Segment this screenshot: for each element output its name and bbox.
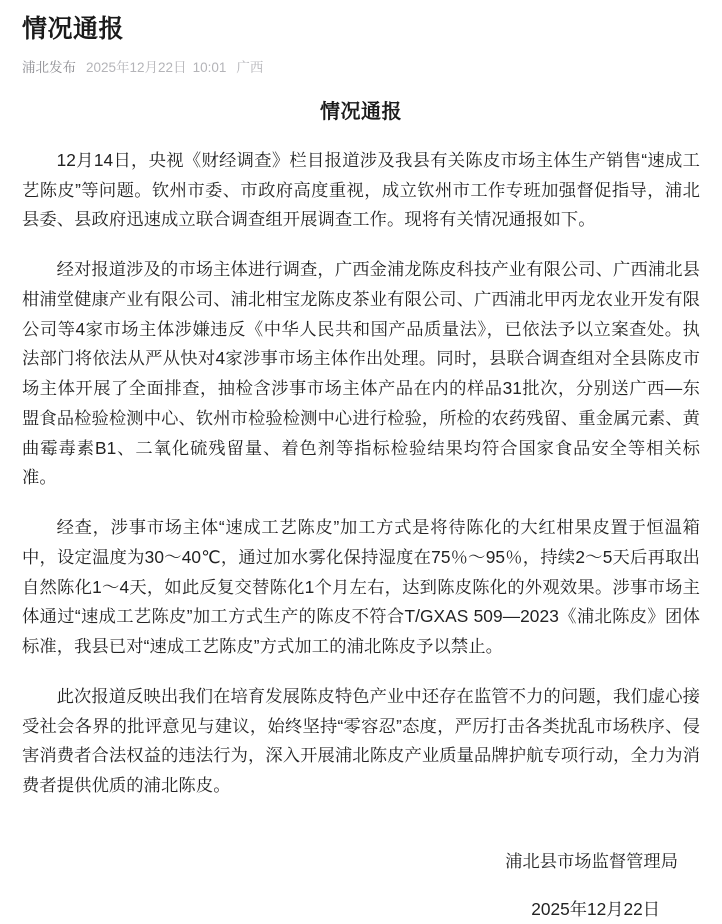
article-meta xyxy=(22,59,700,77)
signature-organization: 浦北县市场监督管理局 xyxy=(505,850,678,871)
meta-date: 2025年12月22日 xyxy=(86,60,187,76)
article-paragraph: 经查，涉事市场主体“速成工艺陈皮”加工方式是将待陈化的大红柑果皮置于恒温箱中，设定温度为30～40℃，通过加水雾化保持湿度在75％～95％，持续2～5天后再取出自然陈化1～4天，如此反复交替陈化1个月左右，达到陈皮陈化的外观效果。涉事市场主体通过“速成工艺陈皮”加工方式生产的陈皮不符合T/GXAS 509—2023《浦北陈皮》团体标准，我县已对“速成工艺陈皮”方式加工的浦北陈皮予以禁止。 xyxy=(22,517,700,657)
article-body xyxy=(22,146,700,801)
page-title: 情况通报 xyxy=(22,15,125,43)
page-header xyxy=(0,0,722,77)
article-content xyxy=(0,77,722,924)
article-paragraph: 此次报道反映出我们在培育发展陈皮特色产业中还存在监管不力的问题，我们虚心接受社会各界的批评意见与建议，始终坚持“零容忍”态度，严厉打击各类扰乱市场秩序、侵害消费者合法权益的违法行为，深入开展浦北陈皮产业质量品牌护航专项行动，全力为消费者提供优质的浦北陈皮。 xyxy=(22,685,700,796)
signature-date: 2025年12月22日 xyxy=(531,898,660,919)
signature-block xyxy=(22,847,700,924)
article-heading: 情况通报 xyxy=(320,100,402,123)
article-paragraph: 经对报道涉及的市场主体进行调查，广西金浦龙陈皮科技产业有限公司、广西浦北县柑浦堂健康产业有限公司、浦北柑宝龙陈皮茶业有限公司、广西浦北甲丙龙农业开发有限公司等4家市场主体涉嫌违反《中华人民共和国产品质量法》，已依法予以立案查处。执法部门将依法从严从快对4家涉事市场主体作出处理。同时，县联合调查组对全县陈皮市场主体开展了全面排查，抽检含涉事市场主体产品在内的样品31批次，分别送广西—东盟食品检验检测中心、钦州市检验检测中心进行检验，所检的农药残留、重金属元素、黄曲霉毒素B1、二氧化硫残留量、着色剂等指标检验结果均符合国家食品安全等相关标准。 xyxy=(22,259,700,488)
article-paragraph: 12月14日，央视《财经调查》栏目报道涉及我县有关陈皮市场主体生产销售“速成工艺陈皮”等问题。钦州市委、市政府高度重视，成立钦州市工作专班加强督促指导，浦北县委、县政府迅速成立联合调查组开展调查工作。现将有关情况通报如下。 xyxy=(22,149,700,230)
meta-source[interactable]: 浦北发布 xyxy=(22,60,76,76)
meta-location: 广西 xyxy=(236,60,264,76)
meta-time: 10:01 xyxy=(192,60,227,76)
